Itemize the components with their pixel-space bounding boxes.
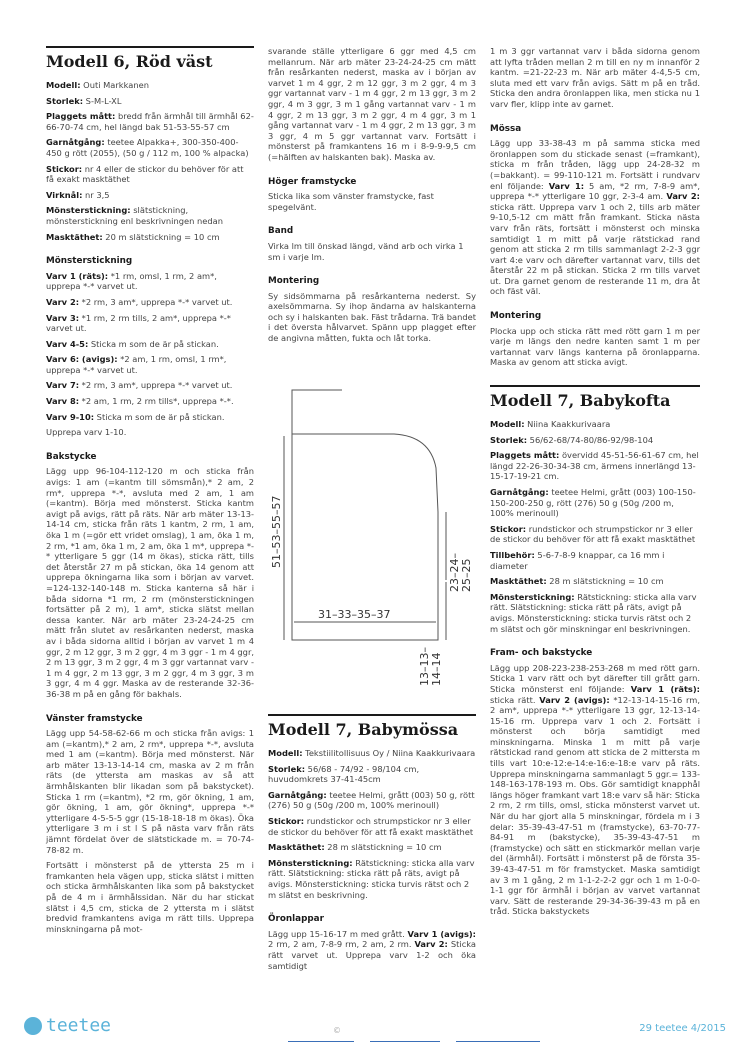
text: Lägg upp 15-16-17 m med grått. [268, 928, 408, 939]
babykofta-measurements [490, 450, 700, 482]
value: nr 3,5 [82, 189, 110, 200]
text: Sticka rätt varvet ut. Upprepa varv 1-2 och öka samtidigt [268, 939, 477, 971]
earflaps-heading: Öronlappar [268, 914, 324, 925]
front-back-text [490, 663, 700, 917]
dim-arm-label-a: 23–24– [448, 553, 461, 592]
row-7 [46, 380, 254, 391]
value: nr 4 eller de stickor du behöver för att få exakt masktäthet [46, 163, 244, 185]
value: 28 m slätstickning = 10 cm [546, 576, 664, 587]
babymossa-section [268, 714, 476, 976]
label: Varv 8: [46, 396, 80, 407]
label: Storlek: [46, 95, 84, 106]
model6-measurements [46, 111, 254, 132]
value: *1 rm, 2 rm tills, 2 am*, upprepa *-* varvet ut. [46, 312, 231, 334]
dim-height-label: 51–53–55–57 [270, 495, 283, 568]
text: 2 rm, 2 am, 7-8-9 rm, 2 am, 2 rm. [268, 939, 415, 950]
label: Garnåtgång: [268, 789, 327, 800]
label: Tillbehör: [490, 549, 535, 560]
label: Varv 1 (räts): [46, 270, 109, 281]
value: *2 am, 1 rm, omsl, 1 rm*, upprepa *-* varvet ut. [46, 354, 227, 375]
row-1 [46, 271, 254, 292]
row-2 [46, 297, 254, 308]
babymossa-yarn [268, 790, 476, 811]
babykofta-title-rest: Babykofta [579, 391, 671, 411]
value: Rätstickning: sticka alla varv rätt. Slätstickning: sticka rätt på räts, avigt på avigs. Mönsterstickning: sticka turvis rätst och 2 m slätst och gör minskningar enl beskrivningen. [490, 591, 697, 634]
hat-text [490, 138, 700, 297]
babymossa-title-rest: Babymössa [357, 720, 459, 739]
label: Varv 1 (räts): [630, 683, 700, 694]
label: Masktäthet: [268, 842, 325, 853]
label: Mönsterstickning: [46, 205, 131, 216]
row-8 [46, 396, 254, 407]
value: 5-6-7-8-9 knappar, ca 16 mm i diameter [490, 549, 665, 571]
column-right [490, 0, 700, 922]
label: Plaggets mått: [46, 111, 116, 122]
babymossa-gauge [268, 842, 476, 853]
babykofta-title [490, 385, 700, 411]
back-heading: Bakstycke [46, 451, 97, 462]
back-text: Lägg upp 96-104-112-120 m och sticka från avigs: 1 am (=kantm till sömsmån),* 2 am, 2 rm*, upprepa *-*, avsluta med 2 am, 1 am (=kantm). Börja med mönsterst. Sticka kantm avigt på avigs, rätt på räts. När arb mäter 13-13-14-14 cm, sticka från räts 1 kantm, 2 rm, 1 am, öka 1 m (=gör ett vridet omslag), 1 am, öka 1 m, 2 rm, *1 am, öka 1 m, 2 am, öka 1 m*, upprepa *-* ytterligare 5 ggr (14 m ökas), sticka rätt, tills det återstår 27 m på stickan, öka 14 genom att upprepa ökningarna lika som i början av varvet. =124-132-140-148 m. Sticka kanterna så här i båda sidorna *1 rm, 2 rm (mönsterstickningen fortsätter på 2 m), 1 am*, sticka slätst mellan dessa kanter. När arb mäter 23-24-24-25 cm mätt från slutet av resårkanten nederst, maska av i båda sidorna alltid i början av varvet 1 m 4 ggr, 2 m 12 ggr, 3 m 2 ggr, 4 m 3 ggr - 1 m 4 ggr, 2 m 13 ggr, 3 m 2 ggr, 4 m 3 ggr vartannat varv - 1 m 4 ggr, 2 m 13 ggr, 3 m 2 ggr, 4 m 3 ggr, 3 m 3 ggr, 4 m 4 ggr. Maska av de resterande 32-36-36-38 m på en gång för bakhals. [46, 466, 254, 699]
value: rundstickor och strumpstickor nr 3 eller de stickor du behöver för att få exakt masktäthet [268, 815, 474, 837]
label: Varv 4-5: [46, 338, 89, 349]
label: Varv 2: [414, 939, 448, 950]
label: Garnåtgång: [46, 137, 105, 148]
column-middle [268, 0, 476, 349]
left-front-continued: svarande ställe ytterligare 6 ggr med 4,5 cm mellanrum. När arb mäter 23-24-24-25 cm mätt från resårkanten nederst, maska av i början av varvet 1 m 4 ggr, 2 m 12 ggr, 3 m 2 ggr, 4 m 3 ggr vartannat varv - 1 m 4 ggr, 2 m 13 ggr, 3 m 2 ggr, 4 m 3 ggr, 3 m 1 gång vartannat varv - 1 m 4 ggr, 2 m 13 ggr, 3 m 2 ggr, 4 m 4 ggr, 3 m 1 gång vartannat varv - 1 m 4 ggr, 2 m 13 ggr, 3 m 3 ggr, 4 m 5 ggr vartannat varv. Fortsätt i mönsterst på framkantens 16 m i 8-9-9-9,5 cm (=hälften av halskanten bak). Maska av. [268, 46, 476, 162]
footer-line-3 [456, 1041, 540, 1042]
earflaps-continued: 1 m 3 ggr vartannat varv i båda sidorna genom att lyfta tråden mellan 2 m till en ny m innanför 2 kantm. =21-22-23 m. När arb mäter 4-4,5-5 cm, sluta med ett varv från avigs. Sätt m på en tråd. Sticka den andra öronlappen lika, men sticka nu 1 varv fler, klipp inte av garnet. [490, 46, 700, 109]
babykofta-needles [490, 524, 700, 545]
model6-title-rest: Röd väst [135, 52, 213, 71]
babykofta-yarn [490, 487, 700, 519]
babymossa-title [268, 714, 476, 740]
model6-designer [46, 80, 254, 91]
babykofta-gauge [490, 576, 700, 587]
text: *12-13-14-15-16 rm, 2 am*, upprepa *-* ytterligare 13 ggr, 12-13-14-15-16 rm. Upprepa varv 1 och 2. Fortsätt i mönsterst och börja samtidigt med minskningarna. Minska 1 m mitt på varje rätstickad rand genom att sticka de 2 mittersta m tills vart 10:e-12:e-14:e-16:e-18:e varv på räts. Upprepa minskningarna sammanlagt 5 ggr.= 133-148-163-178-193 m. Obs. Gör samtidigt knapphål längs höger framkant vart 18:e varv så här: Sticka 2 rm, 2 rm tills, omsl, sticka mönsterst varvet ut. När du har gjort alla 5 minskningar, fördela m i 3 delar: 35-39-43-47-51 m (framstycke), 63-70-77-84-91 m (bakstycke), 35-39-43-47-51 m (framstycke) och sätt en stickmarkör mellan varje del (ärmhål). Fortsätt i mönsterst på de första 35-39-43-47-51 m för framstycket. Maska samtidigt av 3 m 1 gång, 2 m 1-1-2-2-2 ggr och 1 m 1-0-0-1-1 ggr för ärmhål i början av varvet vartannat varv. Sätt de resterande 29-34-36-39-43 m på en tråd. Sticka bakstyckets [490, 694, 700, 917]
assembly-heading: Montering [268, 276, 320, 287]
label: Stickor: [490, 523, 527, 534]
label: Mönsterstickning: [268, 857, 353, 868]
value: slätstickning, mönsterstickning enl beskrivningen nedan [46, 205, 223, 226]
label: Varv 6: (avigs): [46, 354, 118, 365]
model6-yarn [46, 137, 254, 158]
value: teetee Alpakka+, 300-350-400-450 g rött (2055), (50 g / 112 m, 100 % alpacka) [46, 137, 249, 158]
text: sticka rätt. Upprepa varv 1 och 2, tills arb mäter 9-10,5-12 cm mätt från framkant. Sticka nästa varv från räts, fortsätt i mönsterst och minska samtidigt 1 m mitt på varje rätstickad rand genom att sticka 2 rm tills sammanlagt 2-2-3 ggr vart 4:e varv och därefter vartannat varv, tills det återstår 22 m på stickan. Sticka 2 rm tills varvet ut. Dra garnet genom de resterande 11 m, dra åt och fäst väl. [490, 201, 700, 297]
babymossa-needles [268, 816, 476, 837]
footer-line-1 [288, 1041, 354, 1042]
label: Stickor: [46, 163, 83, 174]
teetee-logo [46, 1015, 111, 1036]
text: Lägg upp 208-223-238-253-268 m med rött garn. Sticka 1 varv rätt och byt därefter till grått garn. Sticka mönsterst enl följande: [490, 662, 700, 694]
text: 5 am, *2 rm, 7-8-9 am*, upprepa *-* ytterligare 10 ggr, 2-3-4 am. [490, 180, 700, 202]
hat-assembly-text: Plocka upp och sticka rätt med rött garn 1 m per varje m längs den nedre kanten samt 1 m per vartannat varv längs kanterna på öronlapparna. Maska av genom att sticka avigt. [490, 325, 700, 368]
logo-text: teetee [46, 1015, 112, 1036]
value: 56/62-68/74-80/86-92/98-104 [527, 434, 654, 445]
earflaps-text [268, 929, 476, 971]
footer-line-2 [370, 1041, 440, 1042]
value: teetee Helmi, grått (003) 50 g, rött (276) 50 g (50g /200 m, 100% merinoull) [268, 789, 475, 811]
value: Tekstiilitollisuus Oy / Niina Kaakkurivaara [302, 748, 476, 758]
label: Varv 7: [46, 380, 80, 391]
model6-needles [46, 164, 254, 185]
dim-arm-label-b: 25–25 [460, 558, 473, 592]
babymossa-size [268, 764, 476, 785]
value: 20 m slätstickning = 10 cm [102, 231, 220, 242]
model6-title [46, 46, 254, 72]
label: Modell: [268, 748, 303, 758]
babymossa-title-main: Modell 7, [268, 720, 358, 739]
label: Modell: [46, 80, 81, 90]
label: Virknål: [46, 189, 83, 200]
right-front-text: Sticka lika som vänster framstycke, fast spegelvänt. [268, 191, 434, 212]
page-issue: teetee 4/2015 [652, 1023, 726, 1034]
value: rundstickor och strumpstickor nr 3 eller de stickor du behöver för att få exakt masktäthet [490, 523, 696, 545]
band-heading: Band [268, 226, 294, 237]
vest-shoulder [292, 390, 342, 434]
dim-bottom-label-a: 13–13– [418, 647, 431, 686]
dim-width-label: 31–33–35–37 [318, 608, 391, 621]
value: bredd från ärmhål till ärmhål 62-66-70-74 cm, hel längd bak 51-53-55-57 cm [46, 111, 254, 132]
row-9-10 [46, 412, 254, 423]
teetee-logo-ball-icon [24, 1017, 42, 1035]
pattern-heading: Mönsterstickning [46, 256, 133, 267]
repeat-note: Upprepa varv 1-10. [46, 427, 127, 438]
page-number [639, 1023, 726, 1034]
model6-pattern [46, 205, 254, 226]
assembly-text: Sy sidsömmarna på resårkanterna nederst. Sy axelsömmarna. Sy ihop ändarna av halskanterna och sy i halskanten bak. Fäst trådarna. Trä bandet i det översta hålvarvet. Spänn upp plagget efter de angivna måtten, fukta och låt torka. [268, 290, 476, 344]
model6-hook [46, 190, 254, 201]
row-6 [46, 354, 254, 375]
text: Lägg upp 33-38-43 m på samma sticka med öronlappen som du stickade senast (=framkant), sticka m från tråden, lägg upp 24-28-32 m (=bakkant). = 99-110-121 m. Fortsätt i rundvarv enl följande: [490, 138, 700, 191]
label: Stickor: [268, 815, 305, 826]
label: Plaggets mått: [490, 450, 560, 461]
value: *2 rm, 3 am*, upprepa *-* varvet ut. [79, 380, 233, 391]
model6-title-main: Modell 6, [46, 52, 136, 71]
value: Rätstickning: sticka alla varv rätt. Slätstickning: sticka rätt på räts, avigt på avigs. Mönsterstickning: sticka turvis rätst och 2 m slätst en beskrivning. [268, 857, 475, 900]
value: teetee Helmi, grått (003) 100-150-150-200-250 g, rött (276) 50 g (50g /200 m, 100% merinoull) [490, 487, 696, 519]
page-num: 29 [639, 1023, 652, 1034]
value: *2 rm, 3 am*, upprepa *-* varvet ut. [79, 296, 233, 307]
hat-assembly-heading: Montering [490, 311, 542, 322]
label: Garnåtgång: [490, 487, 549, 497]
column-left [46, 0, 254, 939]
right-front-heading: Höger framstycke [268, 176, 357, 187]
label: Masktäthet: [490, 576, 547, 587]
babymossa-pattern [268, 858, 476, 900]
hat-heading: Mössa [490, 123, 522, 134]
front-back-heading: Fram- och bakstycke [490, 648, 593, 659]
row-3 [46, 313, 254, 334]
model6-gauge [46, 232, 254, 243]
row-4-5 [46, 339, 254, 350]
value: Sticka m som de är på stickan. [88, 338, 219, 349]
value: 28 m slätstickning = 10 cm [324, 842, 442, 853]
label: Varv 3: [46, 312, 80, 323]
value: Outi Markkanen [80, 80, 149, 90]
label: Varv 1 (avigs): [407, 928, 476, 939]
babykofta-accessories [490, 550, 700, 571]
value: 56/68 - 74/92 - 98/104 cm, huvudomkrets 37-41-45cm [268, 763, 420, 785]
label: Mönsterstickning: [490, 591, 575, 602]
label: Storlek: [490, 434, 528, 445]
band-text: Virka lm till önskad längd, vänd arb och virka 1 sm i varje lm. [268, 240, 464, 262]
footer-mark: © [333, 1026, 341, 1035]
vest-schematic [262, 384, 476, 712]
dim-bottom-label-b: 14–14 [430, 652, 443, 686]
label: Masktäthet: [46, 231, 103, 242]
babykofta-title-main: Modell 7, [490, 391, 580, 411]
babykofta-size [490, 435, 700, 446]
label: Varv 2 (avigs): [539, 694, 610, 705]
label: Varv 1: [548, 180, 585, 191]
value: övervidd 45-51-56-61-67 cm, hel längd 22-26-30-34-38 cm, ärmens innerlängd 13-15-17-19-21 cm. [490, 450, 699, 482]
value: *1 rm, omsl, 1 rm, 2 am*, upprepa *-* varvet ut. [46, 270, 217, 292]
value: S-M-L-XL [83, 95, 122, 106]
babymossa-designer [268, 748, 476, 759]
label: Modell: [490, 419, 525, 430]
babykofta-pattern [490, 592, 700, 634]
label: Varv 2: [46, 296, 80, 307]
babykofta-designer [490, 419, 700, 430]
left-front-heading: Vänster framstycke [46, 713, 143, 724]
left-front-text-1: Lägg upp 54-58-62-66 m och sticka från avigs: 1 am (=kantm),* 2 am, 2 rm*, upprepa *-*, avsluta med 1 am (=kantm). Börja med mönsterst. När arb mäter 13-13-14-14 cm, maska av 2 m från räts (de yttersta am maskas av så att ärmhålskanten blir likadan som på bakstycket). Sticka 1 rm (=kantm), *2 rm, gör ökning, 1 am, gör ökning, 1 am, gör ökning*, upprepa *-* ytterligare 4-5-5-5 ggr (15-18-18-18 m ökas). Öka ytterligare 3 m i st l S på nästa varv från räts jämnt fördelat över de slätstickade m. = 70-74-78-82 m. [46, 728, 254, 855]
label: Varv 2: [666, 191, 700, 202]
model6-size [46, 96, 254, 107]
value: Sticka m som de är på stickan. [94, 411, 225, 422]
label: Varv 9-10: [46, 411, 95, 422]
text: sticka rätt. [490, 694, 540, 705]
value: Niina Kaakkurivaara [524, 419, 611, 430]
label: Storlek: [268, 763, 306, 774]
value: *2 am, 1 rm, 2 rm tills*, upprepa *-*. [79, 396, 234, 407]
left-front-text-2: Fortsätt i mönsterst på de yttersta 25 m i framkanten hela vägen upp, sticka slätst i mitten och sticka ärmhålskanten lika som på bakstycket på de 4 m i ärmhålssidan. När du har stickat slätst i 4,5 cm, sticka de 2 yttersta m i slätst bredvid framkantens aviga m rätt tills. Upprepa minskningarna på mot- [46, 860, 254, 934]
